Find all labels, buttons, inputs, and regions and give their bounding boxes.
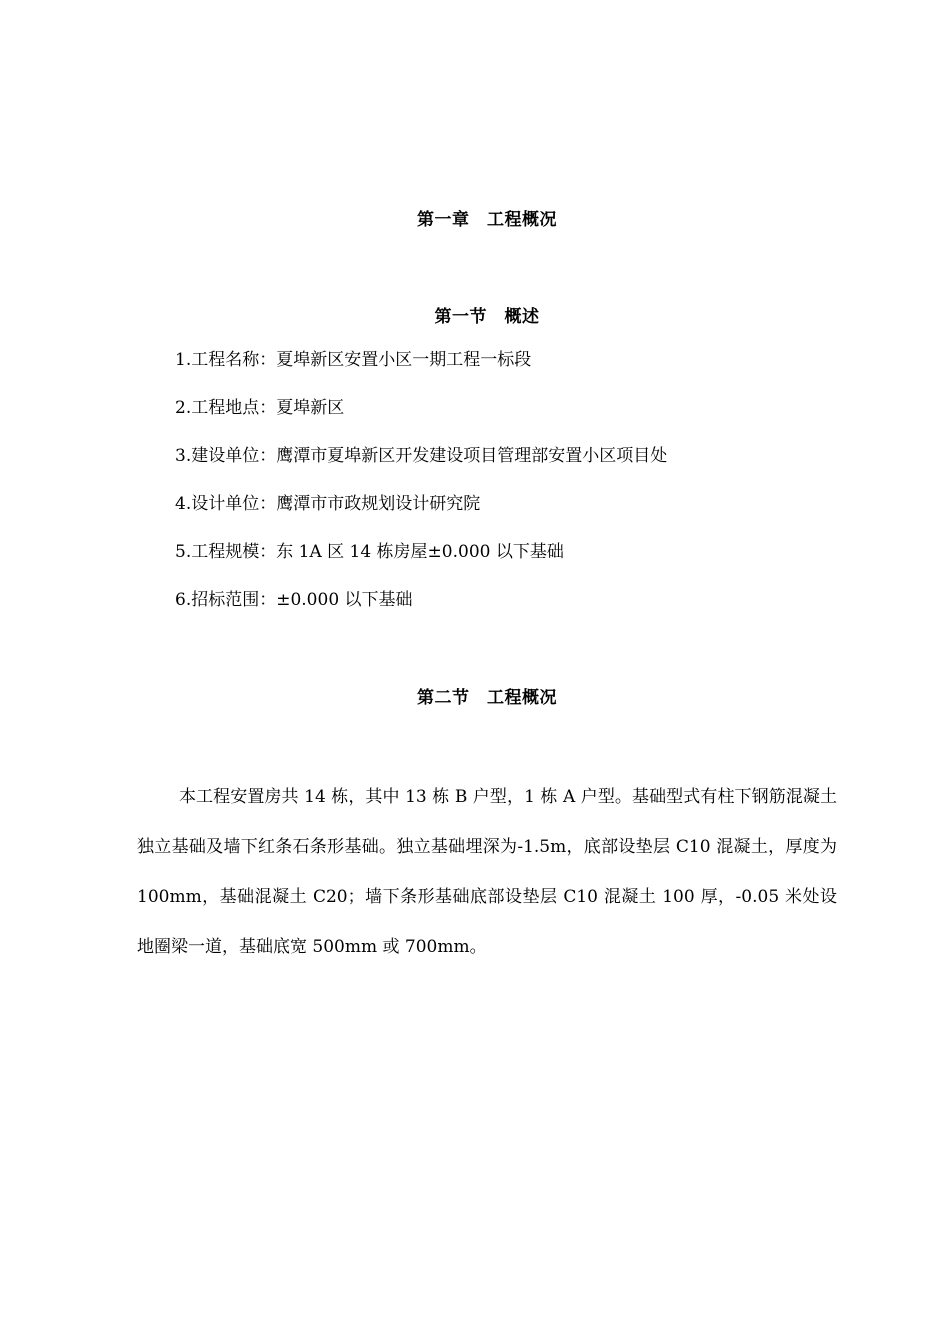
list-item: 5.工程规模：东 1A 区 14 栋房屋±0.000 以下基础 xyxy=(175,542,564,562)
chapter-title: 第一章 工程概况 xyxy=(417,210,557,230)
list-item: 1.工程名称：夏埠新区安置小区一期工程一标段 xyxy=(175,350,532,370)
section-title-overview: 第一节 概述 xyxy=(434,307,540,327)
list-item: 2.工程地点：夏埠新区 xyxy=(175,398,345,418)
project-description-paragraph: 本工程安置房共 14 栋，其中 13 栋 B 户型，1 栋 A 户型。基础型式有柱下钢筋混凝土独立基础及墙下红条石条形基础。独立基础埋深为-1.5m，底部设垫层 C10 混凝土，厚度为 100mm，基础混凝土 C20；墙下条形基础底部设垫层 C10 混凝土 100 厚，-0.05 米处设地圈梁一道，基础底宽 500mm 或 700mm。 xyxy=(137,787,837,957)
list-item: 6.招标范围：±0.000 以下基础 xyxy=(175,590,413,610)
section-title-project-overview: 第二节 工程概况 xyxy=(417,688,557,708)
project-info-list xyxy=(175,347,667,635)
list-item: 4.设计单位：鹰潭市市政规划设计研究院 xyxy=(175,494,481,514)
list-item: 3.建设单位：鹰潭市夏埠新区开发建设项目管理部安置小区项目处 xyxy=(175,446,668,466)
